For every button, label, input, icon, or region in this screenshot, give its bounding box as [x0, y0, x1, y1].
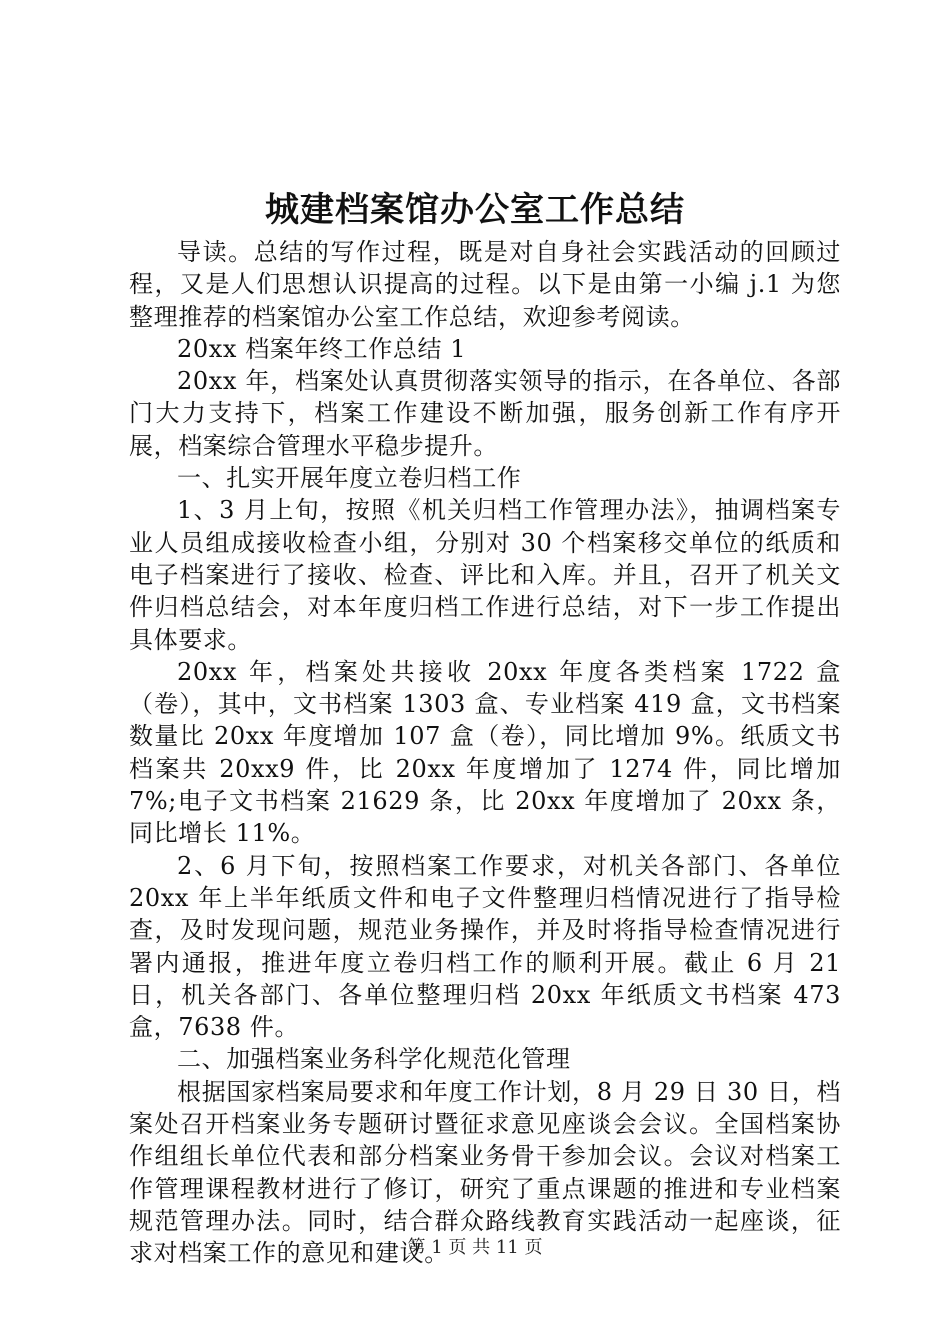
document-title: 城建档案馆办公室工作总结	[265, 190, 685, 230]
document-body	[129, 236, 841, 1270]
body-paragraph: 根据国家档案局要求和年度工作计划，8 月 29 日 30 日，档案处召开档案业务专题研讨暨征求意见座谈会会议。全国档案协作组组长单位代表和部分档案业务骨干参加会议。会议对档案工作管理课程教材进行了修订，研究了重点课题的推进和专业档案规范管理办法。同时，结合群众路线教育实践活动一起座谈，征求对档案工作的意见和建议。	[129, 1077, 841, 1268]
body-paragraph: 1、3 月上旬，按照《机关归档工作管理办法》，抽调档案专业人员组成接收检查小组，分别对 30 个档案移交单位的纸质和电子档案进行了接收、检查、评比和入库。并且，召开了机关文件归档总结会，对本年度归档工作进行总结，对下一步工作提出具体要求。	[129, 496, 841, 654]
body-paragraph: 2、6 月下旬，按照档案工作要求，对机关各部门、各单位 20xx 年上半年纸质文件和电子文件整理归档情况进行了指导检查，及时发现问题，规范业务操作，并及时将指导检查情况进行署内通报，推进年度立卷归档工作的顺利开展。截止 6 月 21 日，机关各部门、各单位整理归档 20xx 年纸质文书档案 473 盒，7638 件。	[129, 851, 841, 1042]
body-paragraph: 20xx 年，档案处认真贯彻落实领导的指示，在各单位、各部门大力支持下，档案工作建设不断加强，服务创新工作有序开展，档案综合管理水平稳步提升。	[129, 367, 841, 460]
section-heading: 20xx 档案年终工作总结 1	[177, 334, 467, 363]
intro-paragraph: 导读。总结的写作过程，既是对自身社会实践活动的回顾过程，又是人们思想认识提高的过程。以下是由第一小编 j.1 为您整理推荐的档案馆办公室工作总结，欢迎参考阅读。	[129, 238, 841, 331]
body-paragraph: 20xx 年，档案处共接收 20xx 年度各类档案 1722 盒（卷），其中，文书档案 1303 盒、专业档案 419 盒，文书档案数量比 20xx 年度增加 107 盒（卷），同比增加 9%。纸质文书档案共 20xx9 件，比 20xx 年度增加了 1274 件，同比增加 7%;电子文书档案 21629 条，比 20xx 年度增加了 20xx 条，同比增长 11%。	[129, 657, 841, 848]
page-number-footer: 第 1 页 共 11 页	[407, 1237, 543, 1258]
section-heading: 二、加强档案业务科学化规范化管理	[177, 1045, 571, 1074]
section-heading: 一、扎实开展年度立卷归档工作	[177, 464, 522, 493]
